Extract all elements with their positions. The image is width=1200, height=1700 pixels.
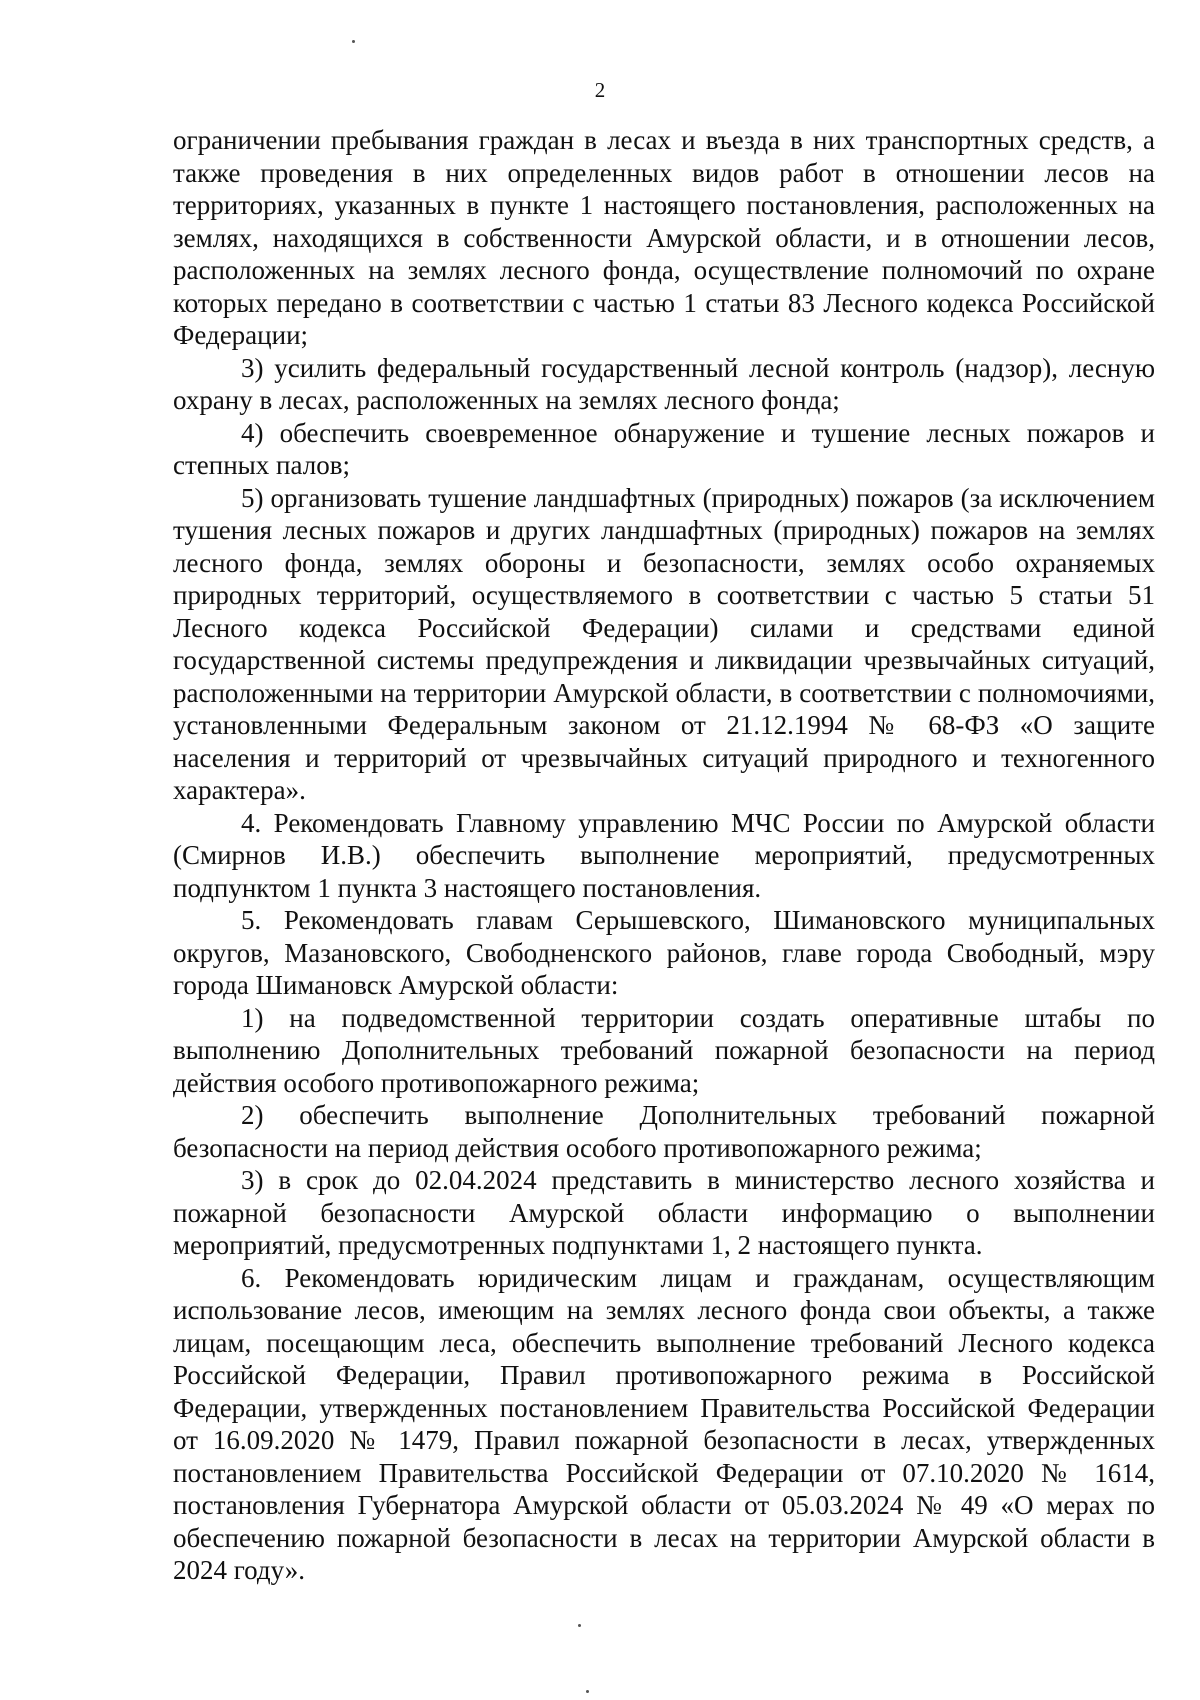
paragraph-item-5-2: 2) обеспечить выполнение Дополнительных требований пожарной безопасности на период действия особого противопожарного режима; — [173, 1100, 1155, 1163]
paragraph-item-3-3: 3) усилить федеральный государственный лесной контроль (надзор), лесную охрану в лесах, расположенных на землях лесного фонда; — [173, 352, 1155, 415]
scan-speck — [352, 40, 355, 43]
page-number: 2 — [594, 78, 606, 102]
scan-speck — [586, 1690, 589, 1693]
paragraph-continuation: ограничении пребывания граждан в лесах и въезда в них транспортных средств, а также проведения в них определенных видов работ в отношении лесов на территориях, указанных в пункте 1 настоящего постановления, расположенных на землях, находящихся в собственности Амурской области, и в отношении лесов, расположенных на землях лесного фонда, осуществление полномочий по охране которых передано в соответствии с частью 1 статьи 83 Лесного кодекса Российской Федерации; — [173, 125, 1155, 350]
paragraph-item-3-5: 5) организовать тушение ландшафтных (природных) пожаров (за исключением тушения лесных пожаров и других ландшафтных (природных) пожаров на землях лесного фонда, землях обороны и безопасности, землях особо охраняемых природных территорий, осуществляемого в соответствии с частью 5 статьи 51 Лесного кодекса Российской Федерации) силами и средствами единой государственной системы предупреждения и ликвидации чрезвычайных ситуаций, расположенными на территории Амурской области, в соответствии с полномочиями, установленными Федеральным законом от 21.12.1994 № 68-ФЗ «О защите населения и территорий от чрезвычайных ситуаций природного и техногенного характера». — [173, 482, 1155, 805]
document-body — [173, 124, 1155, 1587]
paragraph-item-5-1: 1) на подведомственной территории создать оперативные штабы по выполнению Дополнительных требований пожарной безопасности на период действия особого противопожарного режима; — [173, 1002, 1155, 1098]
paragraph-clause-5: 5. Рекомендовать главам Серышевского, Шимановского муниципальных округов, Мазановского, Свободненского районов, главе города Свободный, мэру города Шимановск Амурской области: — [173, 905, 1155, 1000]
paragraph-item-3-4: 4) обеспечить своевременное обнаружение и тушение лесных пожаров и степных палов; — [173, 417, 1155, 480]
scan-speck — [578, 1624, 581, 1627]
paragraph-clause-6: 6. Рекомендовать юридическим лицам и гражданам, осуществляющим использование лесов, имеющим на землях лесного фонда свои объекты, а также лицам, посещающим леса, обеспечить выполнение требований Лесного кодекса Российской Федерации, Правил противопожарного режима в Российской Федерации, утвержденных постановлением Правительства Российской Федерации от 16.09.2020 № 1479, Правил пожарной безопасности в лесах, утвержденных постановлением Правительства Российской Федерации от 07.10.2020 № 1614, постановления Губернатора Амурской области от 05.03.2024 № 49 «О мерах по обеспечению пожарной безопасности в лесах на территории Амурской области в 2024 году». — [173, 1262, 1155, 1585]
paragraph-clause-4: 4. Рекомендовать Главному управлению МЧС России по Амурской области (Смирнов И.В.) обеспечить выполнение мероприятий, предусмотренных подпунктом 1 пункта 3 настоящего постановления. — [173, 807, 1155, 903]
paragraph-item-5-3: 3) в срок до 02.04.2024 представить в министерство лесного хозяйства и пожарной безопасности Амурской области информацию о выполнении мероприятий, предусмотренных подпунктами 1, 2 настоящего пункта. — [173, 1165, 1155, 1260]
